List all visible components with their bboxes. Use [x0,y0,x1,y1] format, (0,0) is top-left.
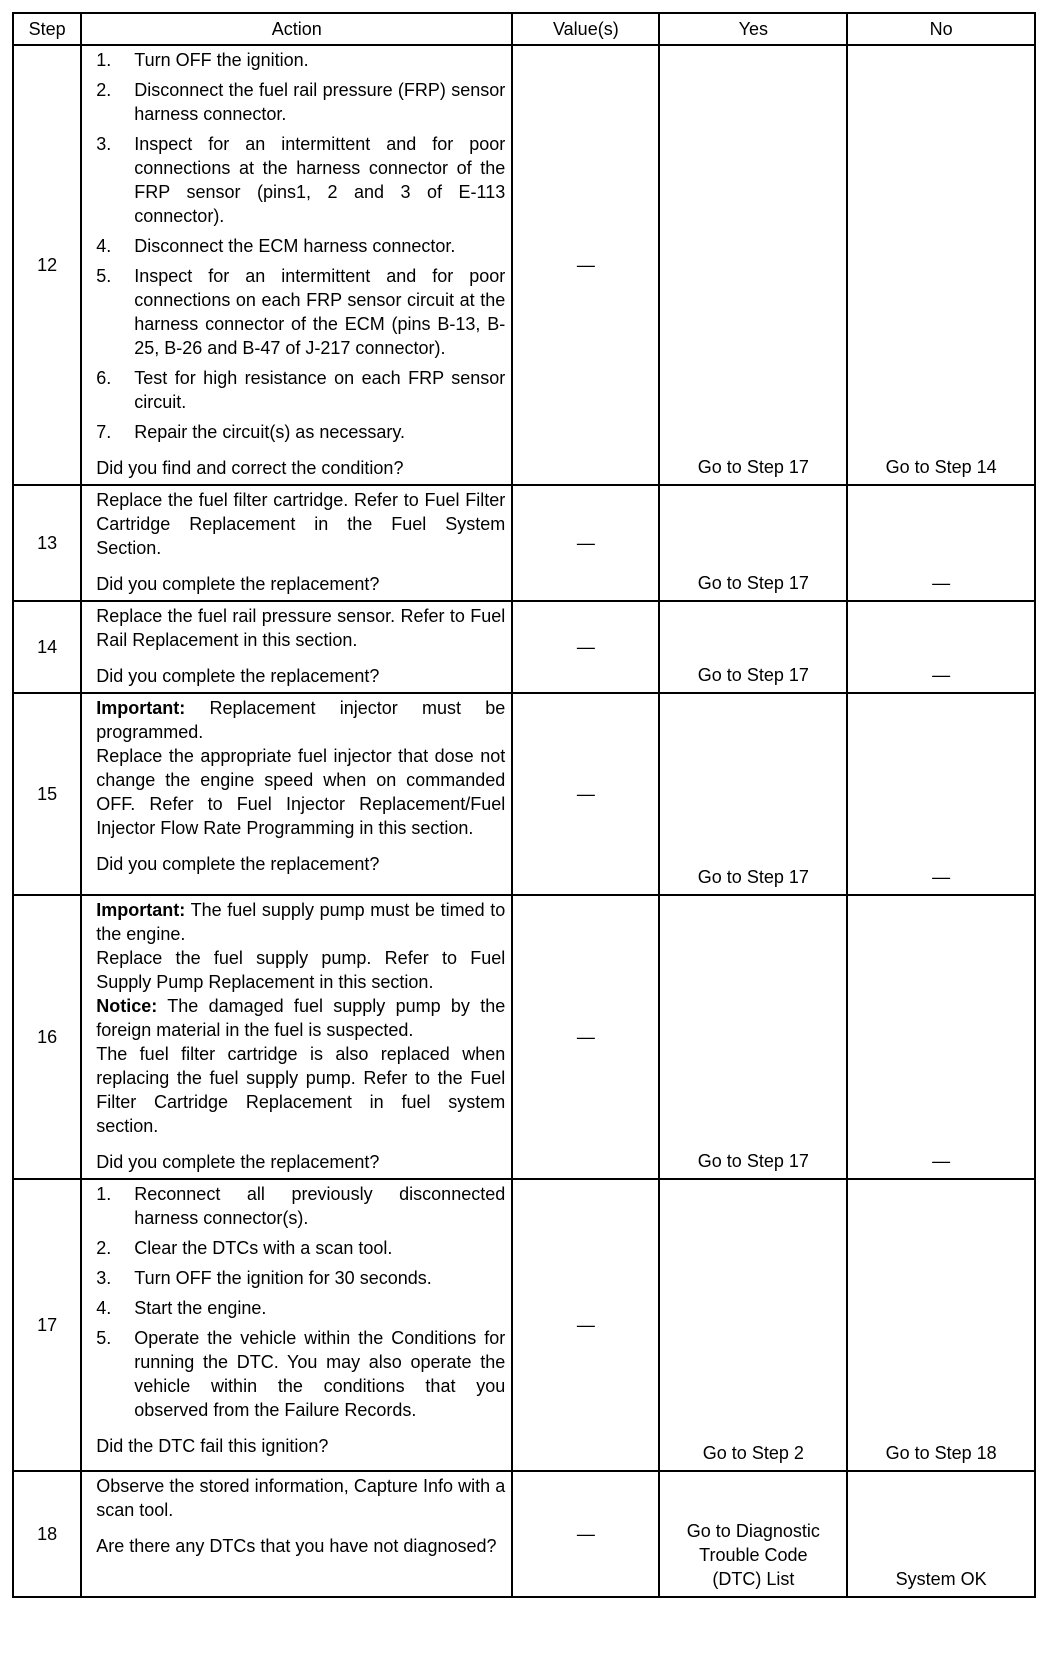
value-cell: — [512,485,659,601]
action-step-item: 4. Start the engine. [96,1298,267,1318]
notice-note [96,994,505,1042]
no-result: Go to Step 14 [885,457,997,477]
action-text-2: The fuel filter cartridge is also replaced when replacing the fuel supply pump. Refer to the Fuel Filter Cartridge Replacement in fuel system section. [96,1044,506,1136]
important-label: Important: [96,698,186,718]
no-cell [847,485,1035,601]
step-number: 18 [13,1471,81,1597]
table-row [13,1179,1035,1471]
yes-cell [659,895,847,1179]
step-number: 13 [13,485,81,601]
table-row [13,693,1035,895]
header-row [13,13,1035,45]
important-label: Important: [96,900,186,920]
header-no: No [847,13,1035,45]
yes-result: Go to Step 17 [697,573,809,593]
action-step-item: 2. Clear the DTCs with a scan tool. [96,1238,393,1258]
yes-cell [659,601,847,693]
action-question: Did you find and correct the condition? [96,458,404,478]
no-result: System OK [895,1569,987,1589]
step-number: 17 [13,1179,81,1471]
yes-result: Go to Step 17 [697,1151,809,1171]
action-text: Replace the fuel rail pressure sensor. Refer to Fuel Rail Replacement in this section. [96,606,506,650]
action-step-item: 4. Disconnect the ECM harness connector. [96,236,456,256]
yes-cell [659,45,847,485]
table-row [13,45,1035,485]
value-cell: — [512,1179,659,1471]
no-result: — [932,665,951,685]
step-number: 12 [13,45,81,485]
header-step: Step [13,13,81,45]
table-row [13,1471,1035,1597]
action-step-item: 7. Repair the circuit(s) as necessary. [96,422,406,442]
action-step-item: 5. Operate the vehicle within the Conditions for running the DTC. You may also operate the vehicle within the conditions that you observed from the Failure Records. [96,1328,506,1420]
action-step-item: 5. Inspect for an intermittent and for poor connections on each FRP sensor circuit at the harness connector of the ECM (pins B-13, B-25, B-26 and B-47 of J-217 connector). [96,266,506,358]
action-text: Observe the stored information, Capture Info with a scan tool. [96,1476,506,1520]
yes-cell [659,485,847,601]
action-question: Did you complete the replacement? [96,574,380,594]
table-row [13,895,1035,1179]
value-cell: — [512,45,659,485]
step-number: 16 [13,895,81,1179]
action-text: Replace the fuel supply pump. Refer to Fuel Supply Pump Replacement in this section. [96,948,506,992]
yes-cell [659,693,847,895]
diagnostic-table-page [12,12,1036,1598]
header-values: Value(s) [512,13,659,45]
no-cell [847,45,1035,485]
yes-result: Go to Step 17 [697,665,809,685]
important-text: The fuel supply pump must be timed to the engine. [96,900,506,944]
action-question: Did you complete the replacement? [96,1152,380,1172]
no-result: — [932,573,951,593]
action-steps [96,48,505,444]
no-result: Go to Step 18 [885,1443,997,1463]
important-text: Replacement injector must be programmed. [96,698,506,742]
action-cell [81,601,512,693]
notice-text: The damaged fuel supply pump by the foreign material in the fuel is suspected. [96,996,506,1040]
no-result: — [932,867,951,887]
header-action: Action [81,13,512,45]
action-cell [81,45,512,485]
action-cell [81,1471,512,1597]
important-note [96,696,505,744]
yes-result: Go to Diagnostic Trouble Code (DTC) List [686,1521,820,1589]
table-row [13,601,1035,693]
action-text: Replace the appropriate fuel injector that dose not change the engine speed when on commanded OFF. Refer to Fuel Injector Replacement/Fuel Injector Flow Rate Programming in this section. [96,746,506,838]
value-cell: — [512,1471,659,1597]
action-cell [81,485,512,601]
no-cell [847,693,1035,895]
step-number: 15 [13,693,81,895]
notice-label: Notice: [96,996,158,1016]
value-cell: — [512,693,659,895]
no-cell [847,1179,1035,1471]
action-question: Did the DTC fail this ignition? [96,1436,329,1456]
action-step-item: 1. Reconnect all previously disconnected harness connector(s). [96,1184,506,1228]
header-yes: Yes [659,13,847,45]
value-cell: — [512,895,659,1179]
action-cell [81,1179,512,1471]
yes-result: Go to Step 2 [702,1443,804,1463]
action-text: Replace the fuel filter cartridge. Refer to Fuel Filter Cartridge Replacement in the Fuel System Section. [96,490,506,558]
table-row [13,485,1035,601]
yes-cell [659,1471,847,1597]
step-number: 14 [13,601,81,693]
action-step-item: 3. Inspect for an intermittent and for poor connections at the harness connector of the FRP sensor (pins1, 2 and 3 of E-113 connector). [96,134,506,226]
no-cell [847,1471,1035,1597]
action-step-item: 1. Turn OFF the ignition. [96,50,309,70]
action-question: Did you complete the replacement? [96,854,380,874]
action-question: Did you complete the replacement? [96,666,380,686]
yes-result: Go to Step 17 [697,457,809,477]
action-cell [81,895,512,1179]
no-cell [847,895,1035,1179]
yes-result: Go to Step 17 [697,867,809,887]
no-result: — [932,1151,951,1171]
important-note [96,898,505,946]
action-step-item: 2. Disconnect the fuel rail pressure (FRP) sensor harness connector. [96,80,506,124]
diagnostic-table [12,12,1036,1598]
no-cell [847,601,1035,693]
value-cell: — [512,601,659,693]
action-steps [96,1182,505,1422]
yes-cell [659,1179,847,1471]
action-step-item: 6. Test for high resistance on each FRP sensor circuit. [96,368,506,412]
action-step-item: 3. Turn OFF the ignition for 30 seconds. [96,1268,432,1288]
action-cell [81,693,512,895]
action-question: Are there any DTCs that you have not diagnosed? [96,1536,497,1556]
